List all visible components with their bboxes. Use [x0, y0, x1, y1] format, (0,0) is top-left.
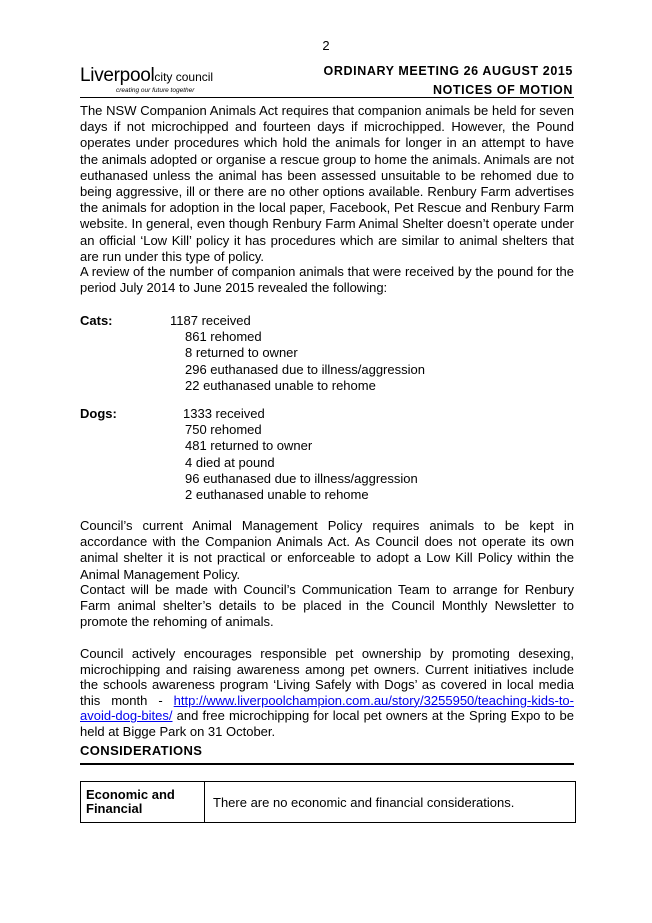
cats-label: Cats:: [80, 313, 113, 328]
paragraph-communication-team: Contact will be made with Council’s Communication Team to arrange for Renbury Farm animal shelter’s details to be placed in the Council Monthly Newsletter to promote the rehoming of animals.: [80, 582, 574, 630]
page-number: 2: [322, 38, 330, 53]
cats-stats-list: [170, 313, 425, 394]
teaching-kids-article-link[interactable]: http://www.liverpoolchampion.com.au/story/3255950/teaching-kids-to-avoid-dog-bites/: [80, 692, 574, 724]
logo-text-city: city council: [154, 70, 214, 84]
list-item: 4 died at pound: [185, 454, 275, 470]
paragraph-animal-management-policy: Council’s current Animal Management Policy requires animals to be kept in accordance with the Companion Animals Act. As Council does not operate its own animal shelter it is not practical or enforceable to adopt a Low Kill Policy within the Animal Management Policy.: [80, 518, 574, 582]
pet-ownership-text-end: and free microchipping for local pet owners at the Spring Expo to be held at Bigge Park on 31 October.: [80, 708, 574, 739]
list-item: 481 returned to owner: [185, 438, 313, 454]
logo-tagline: creating our future together: [116, 87, 195, 94]
list-item: 750 rehomed: [185, 422, 262, 438]
list-item: 1187 received: [170, 313, 251, 328]
considerations-rule: [80, 763, 574, 765]
list-item: 22 euthanased unable to rehome: [185, 377, 376, 393]
dogs-label: Dogs:: [80, 406, 117, 421]
paragraph-pet-ownership: [80, 646, 574, 740]
consideration-label-economic: Economic and Financial: [81, 782, 205, 822]
list-item: 96 euthanased due to illness/aggression: [185, 470, 418, 486]
council-logo: [80, 66, 213, 94]
considerations-heading: CONSIDERATIONS: [80, 743, 203, 758]
list-item: 8 returned to owner: [185, 345, 298, 361]
logo-text-main: Liverpool: [80, 65, 155, 86]
dogs-stats-list: [185, 406, 418, 503]
meeting-title: ORDINARY MEETING 26 AUGUST 2015: [323, 64, 573, 78]
consideration-value-economic: There are no economic and financial considerations.: [213, 794, 515, 810]
list-item: 2 euthanased unable to rehome: [185, 487, 369, 503]
pet-ownership-text: Council actively encourages responsible pet ownership by promoting desexing, microchipping and raising awareness among pet owners. Current initiatives include the schools awareness program ‘Living Safely with Dogs’ as covered in local media this month -: [80, 646, 574, 708]
list-item: 861 rehomed: [185, 329, 262, 345]
section-label: NOTICES OF MOTION: [432, 83, 573, 97]
considerations-table: [80, 781, 576, 823]
paragraph-review-intro: A review of the number of companion animals that were received by the pound for the period July 2014 to June 2015 revealed the following:: [80, 264, 574, 296]
paragraph-pound-procedures: The NSW Companion Animals Act requires that companion animals be held for seven days if not microchipped and fourteen days if microchipped. However, the Pound operates under procedures which hold the animals for longer in an attempt to have the animals adopted or organise a rescue group to home the animals. Animals are not euthanased unless the animal has been assessed unsuitable to be rehomed due to being aggressive, ill or there are no other options available. Renbury Farm advertises the animals for adoption in the local paper, Facebook, Pet Rescue and Renbury Farm website. In general, even though Renbury Farm Animal Shelter doesn’t operate under an official ‘Low Kill’ policy it has procedures which are similar to animal shelters that are run under this type of policy.: [80, 103, 574, 264]
list-item: 296 euthanased due to illness/aggression: [185, 361, 425, 377]
header-rule: [80, 97, 574, 98]
list-item: 1333 received: [183, 406, 265, 421]
